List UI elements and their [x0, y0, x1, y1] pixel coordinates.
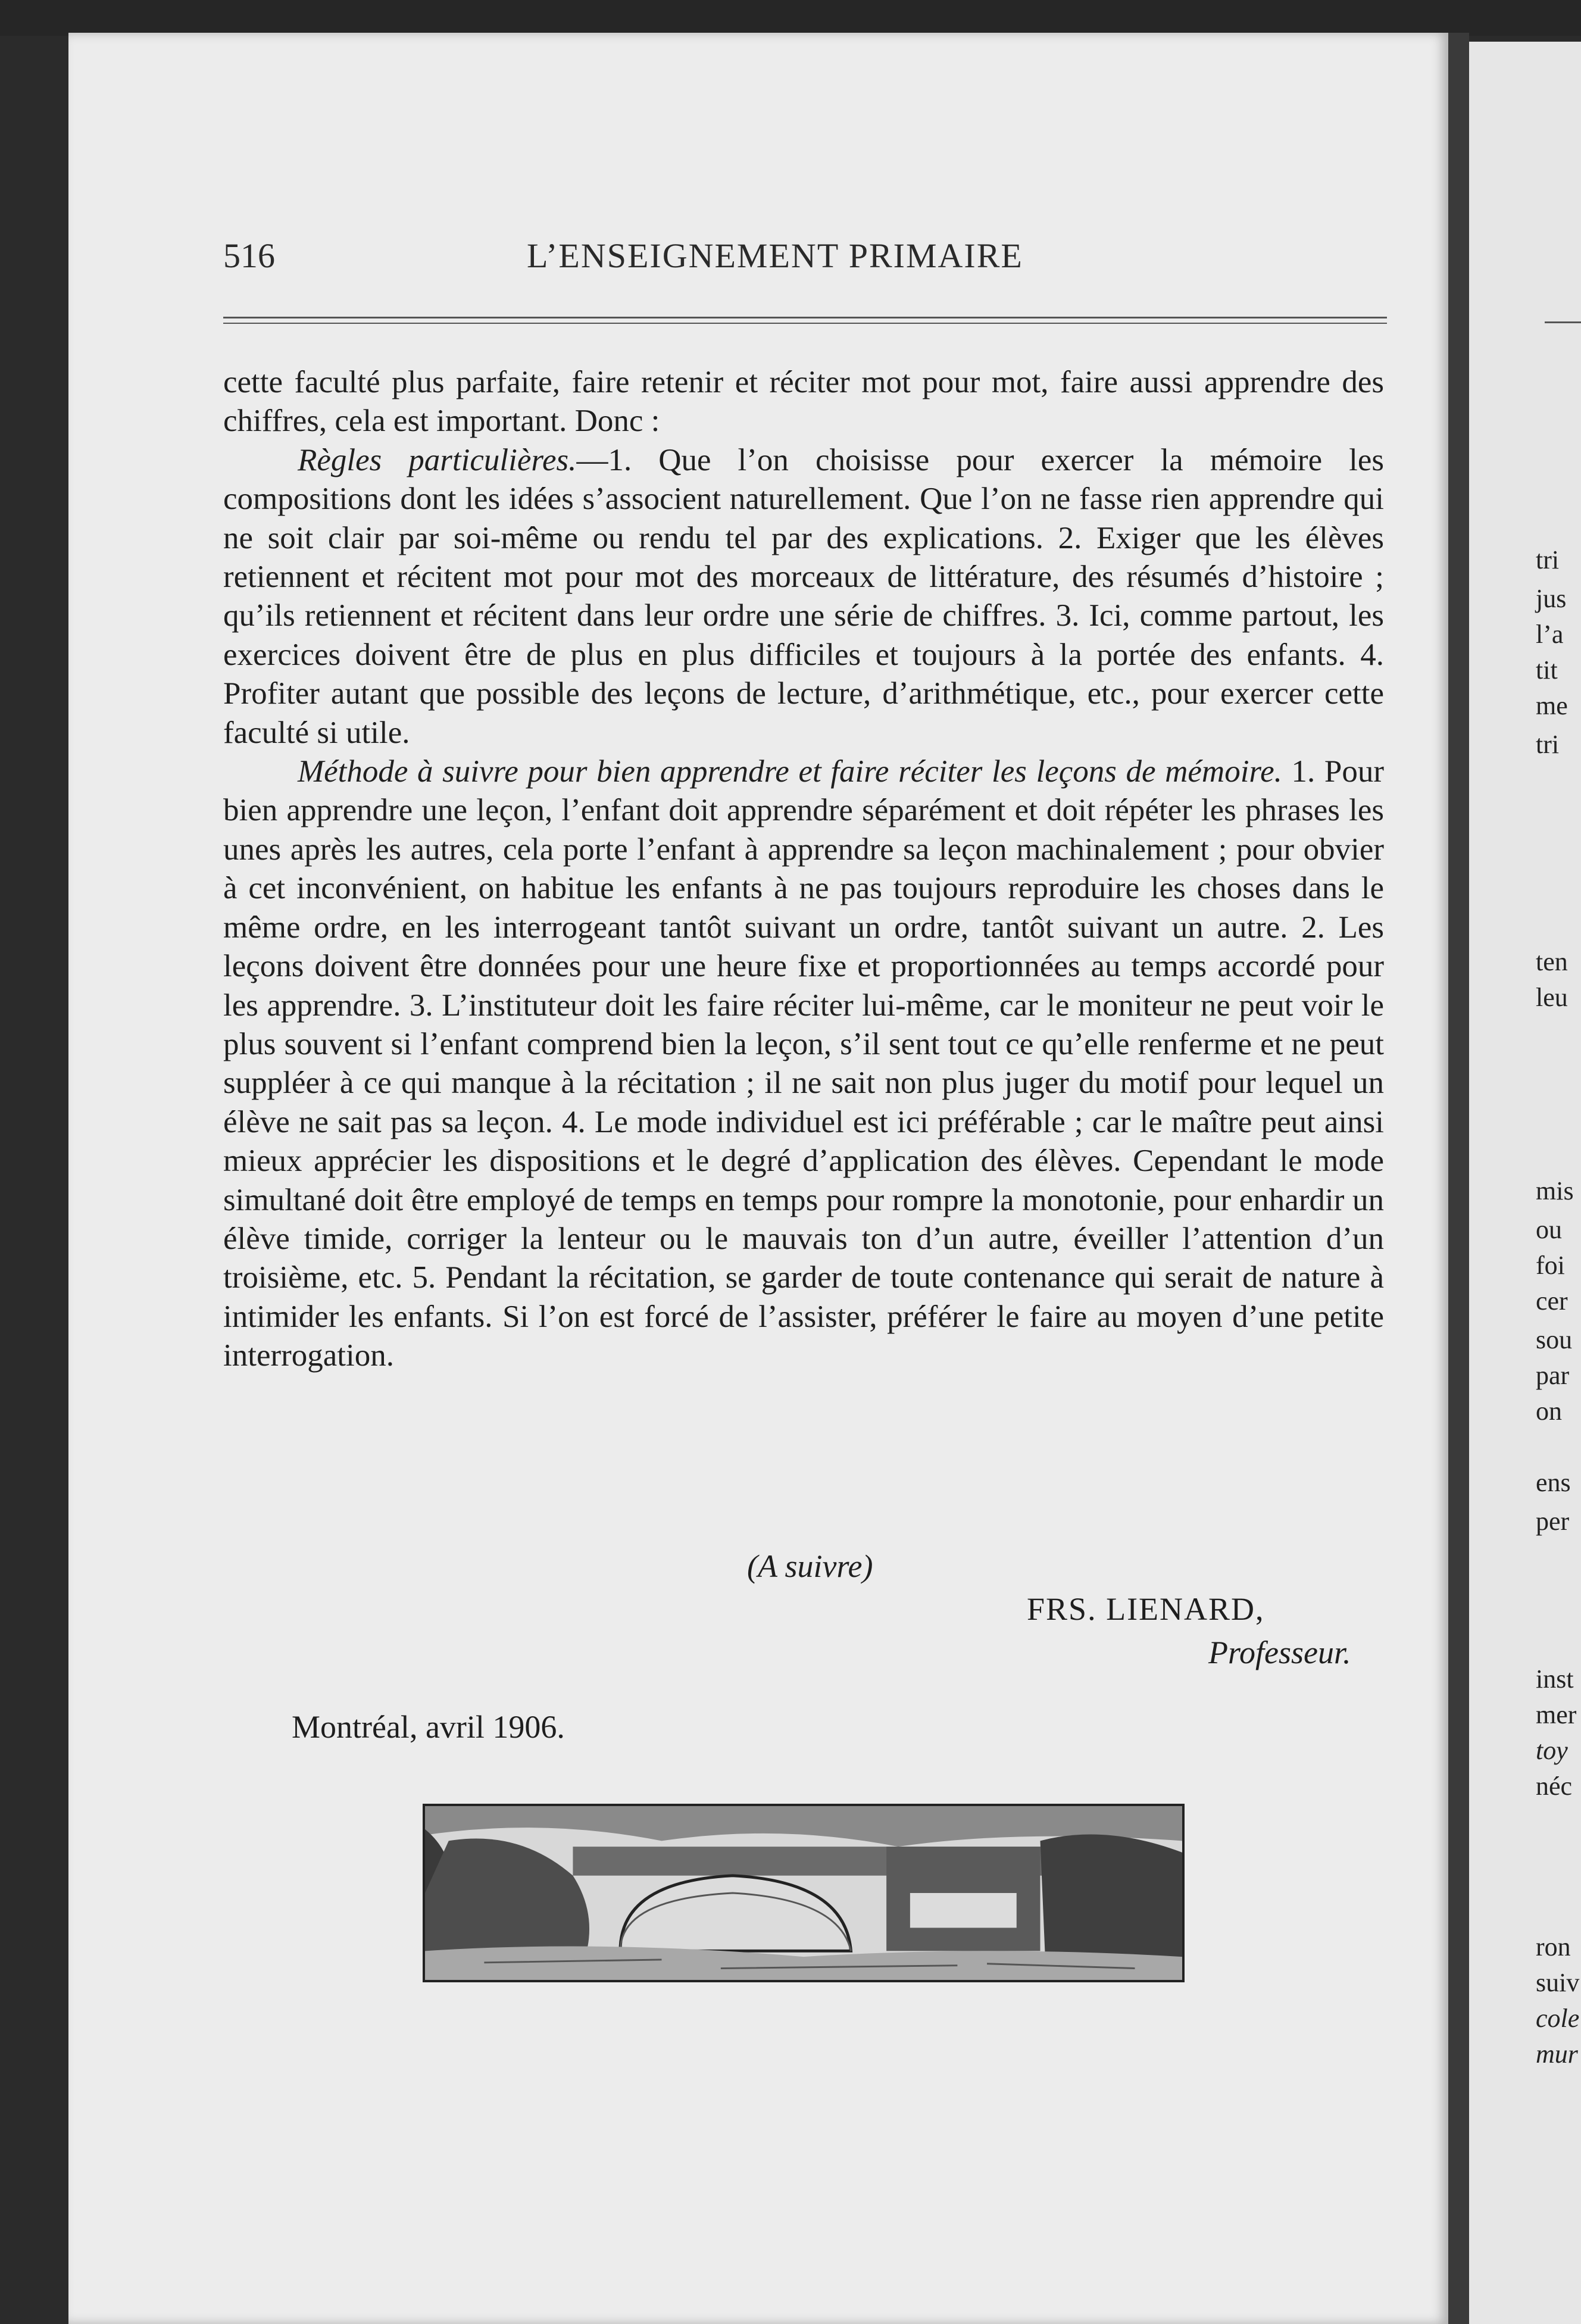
facing-page-line: tit: [1536, 655, 1558, 685]
author-name: FRS. LIENARD,: [1027, 1591, 1265, 1627]
facing-page-line: foi: [1536, 1251, 1565, 1280]
facing-page-line: toy: [1536, 1736, 1568, 1765]
facing-page-line: mis: [1536, 1176, 1574, 1205]
article-body: [223, 363, 1384, 1376]
facing-page-rule: [1545, 321, 1581, 323]
scan-background: [0, 0, 1581, 36]
facing-page-line: sou: [1536, 1325, 1573, 1354]
page-header: [223, 232, 1080, 280]
facing-page-line: mer: [1536, 1700, 1577, 1729]
book-gutter: [1448, 33, 1469, 2324]
facing-page-line: l’a: [1536, 620, 1564, 649]
facing-page-line: inst: [1536, 1664, 1574, 1694]
facing-page-line: me: [1536, 691, 1568, 720]
facing-page-line: per: [1536, 1507, 1570, 1536]
facing-page-line: ou: [1536, 1215, 1562, 1244]
page-number: 516: [223, 236, 275, 275]
facing-page-line: cole: [1536, 2004, 1580, 2033]
to-be-continued: (A suivre): [747, 1548, 873, 1584]
facing-page-line: leu: [1536, 983, 1568, 1012]
facing-page-line: ens: [1536, 1468, 1571, 1497]
facing-page-line: on: [1536, 1397, 1562, 1426]
facing-page-line: jus: [1536, 584, 1567, 613]
header-rule-secondary: [223, 323, 1387, 324]
paragraph-intro: cette faculté plus parfaite, faire retenir et réciter mot pour mot, faire aussi apprendre des chiffres, cela est important. Donc :: [223, 365, 1384, 439]
facing-page-line: tri: [1536, 730, 1560, 759]
paragraph-method: [223, 752, 1384, 1376]
rules-text: —1. Que l’on choisisse pour exercer la mémoire les compositions dont les idées s’associent naturellement. Que l’on ne fasse rien apprendre qui ne soit clair par soi-même ou rendu tel par des explications. 2. Exiger que les élèves retiennent et récitent mot pour mot des morceaux de littérature, des résumés d’histoire ; qu’ils retiennent et récitent dans leur ordre une série de chiffres. 3. Ici, comme partout, les exercices doivent être de plus en plus difficiles et toujours à la portée des enfants. 4. Profiter autant que possible des leçons de lecture, d’arithmétique, etc., pour exercer cette faculté si utile.: [223, 442, 1384, 750]
facing-page-line: néc: [1536, 1772, 1573, 1801]
facing-page-line: ron: [1536, 1932, 1571, 1961]
place-date: Montréal, avril 1906.: [292, 1709, 565, 1745]
facing-page-line: mur: [1536, 2039, 1578, 2069]
paragraph-rules: [223, 441, 1384, 752]
header-rule: [223, 317, 1387, 318]
rules-heading: Règles particulières.: [298, 442, 577, 477]
author-title: Professeur.: [1208, 1635, 1351, 1670]
facing-page-line: suiv: [1536, 1968, 1580, 1997]
method-heading: Méthode à suivre pour bien apprendre et faire réciter les leçons de mémoire.: [298, 754, 1282, 789]
method-text: 1. Pour bien apprendre une leçon, l’enfant doit apprendre séparément et doit répéter les phrases les unes après les autres, cela porte l’enfant à apprendre sa leçon machinalement ; pour obvier à cet inconvénient, on habitue les enfants à ne pas toujours reproduire les choses dans le même ordre, en les interrogeant tantôt suivant un ordre, tantôt suivant un autre. 2. Les leçons doivent être données pour une heure fixe et proportionnées au temps accordé pour les apprendre. 3. L’instituteur doit les faire réciter lui-même, car le moniteur ne peut voir le plus souvent si l’enfant comprend bien la leçon, s’il sent tout ce qu’elle renferme et ne peut suppléer à ce qui manque à la récitation ; il ne sait non plus juger du motif pour lequel un élève ne sait pas sa leçon. 4. Le mode individuel est ici préférable ; car le maître peut ainsi mieux apprécier les dispositions et le degré d’application des élèves. Cependant le mode simultané doit être employé de temps en temps pour rompre la monotonie, pour enhardir un élève timide, corriger la lenteur ou le mauvais ton d’un autre, éveiller l’attention d’un troisième, etc. 5. Pendant la récitation, se garder de toute contenance qui serait de nature à intimider les enfants. Si l’on est forcé de l’assister, préférer le faire au moyen d’une petite interrogation.: [223, 754, 1384, 1373]
running-title: L’ENSEIGNEMENT PRIMAIRE: [527, 236, 1023, 275]
bridge-engraving-image: [423, 1804, 1185, 1982]
facing-page-line: tri: [1536, 545, 1560, 574]
facing-page-line: par: [1536, 1361, 1570, 1390]
facing-page-line: ten: [1536, 947, 1568, 976]
facing-page-line: cer: [1536, 1286, 1568, 1316]
